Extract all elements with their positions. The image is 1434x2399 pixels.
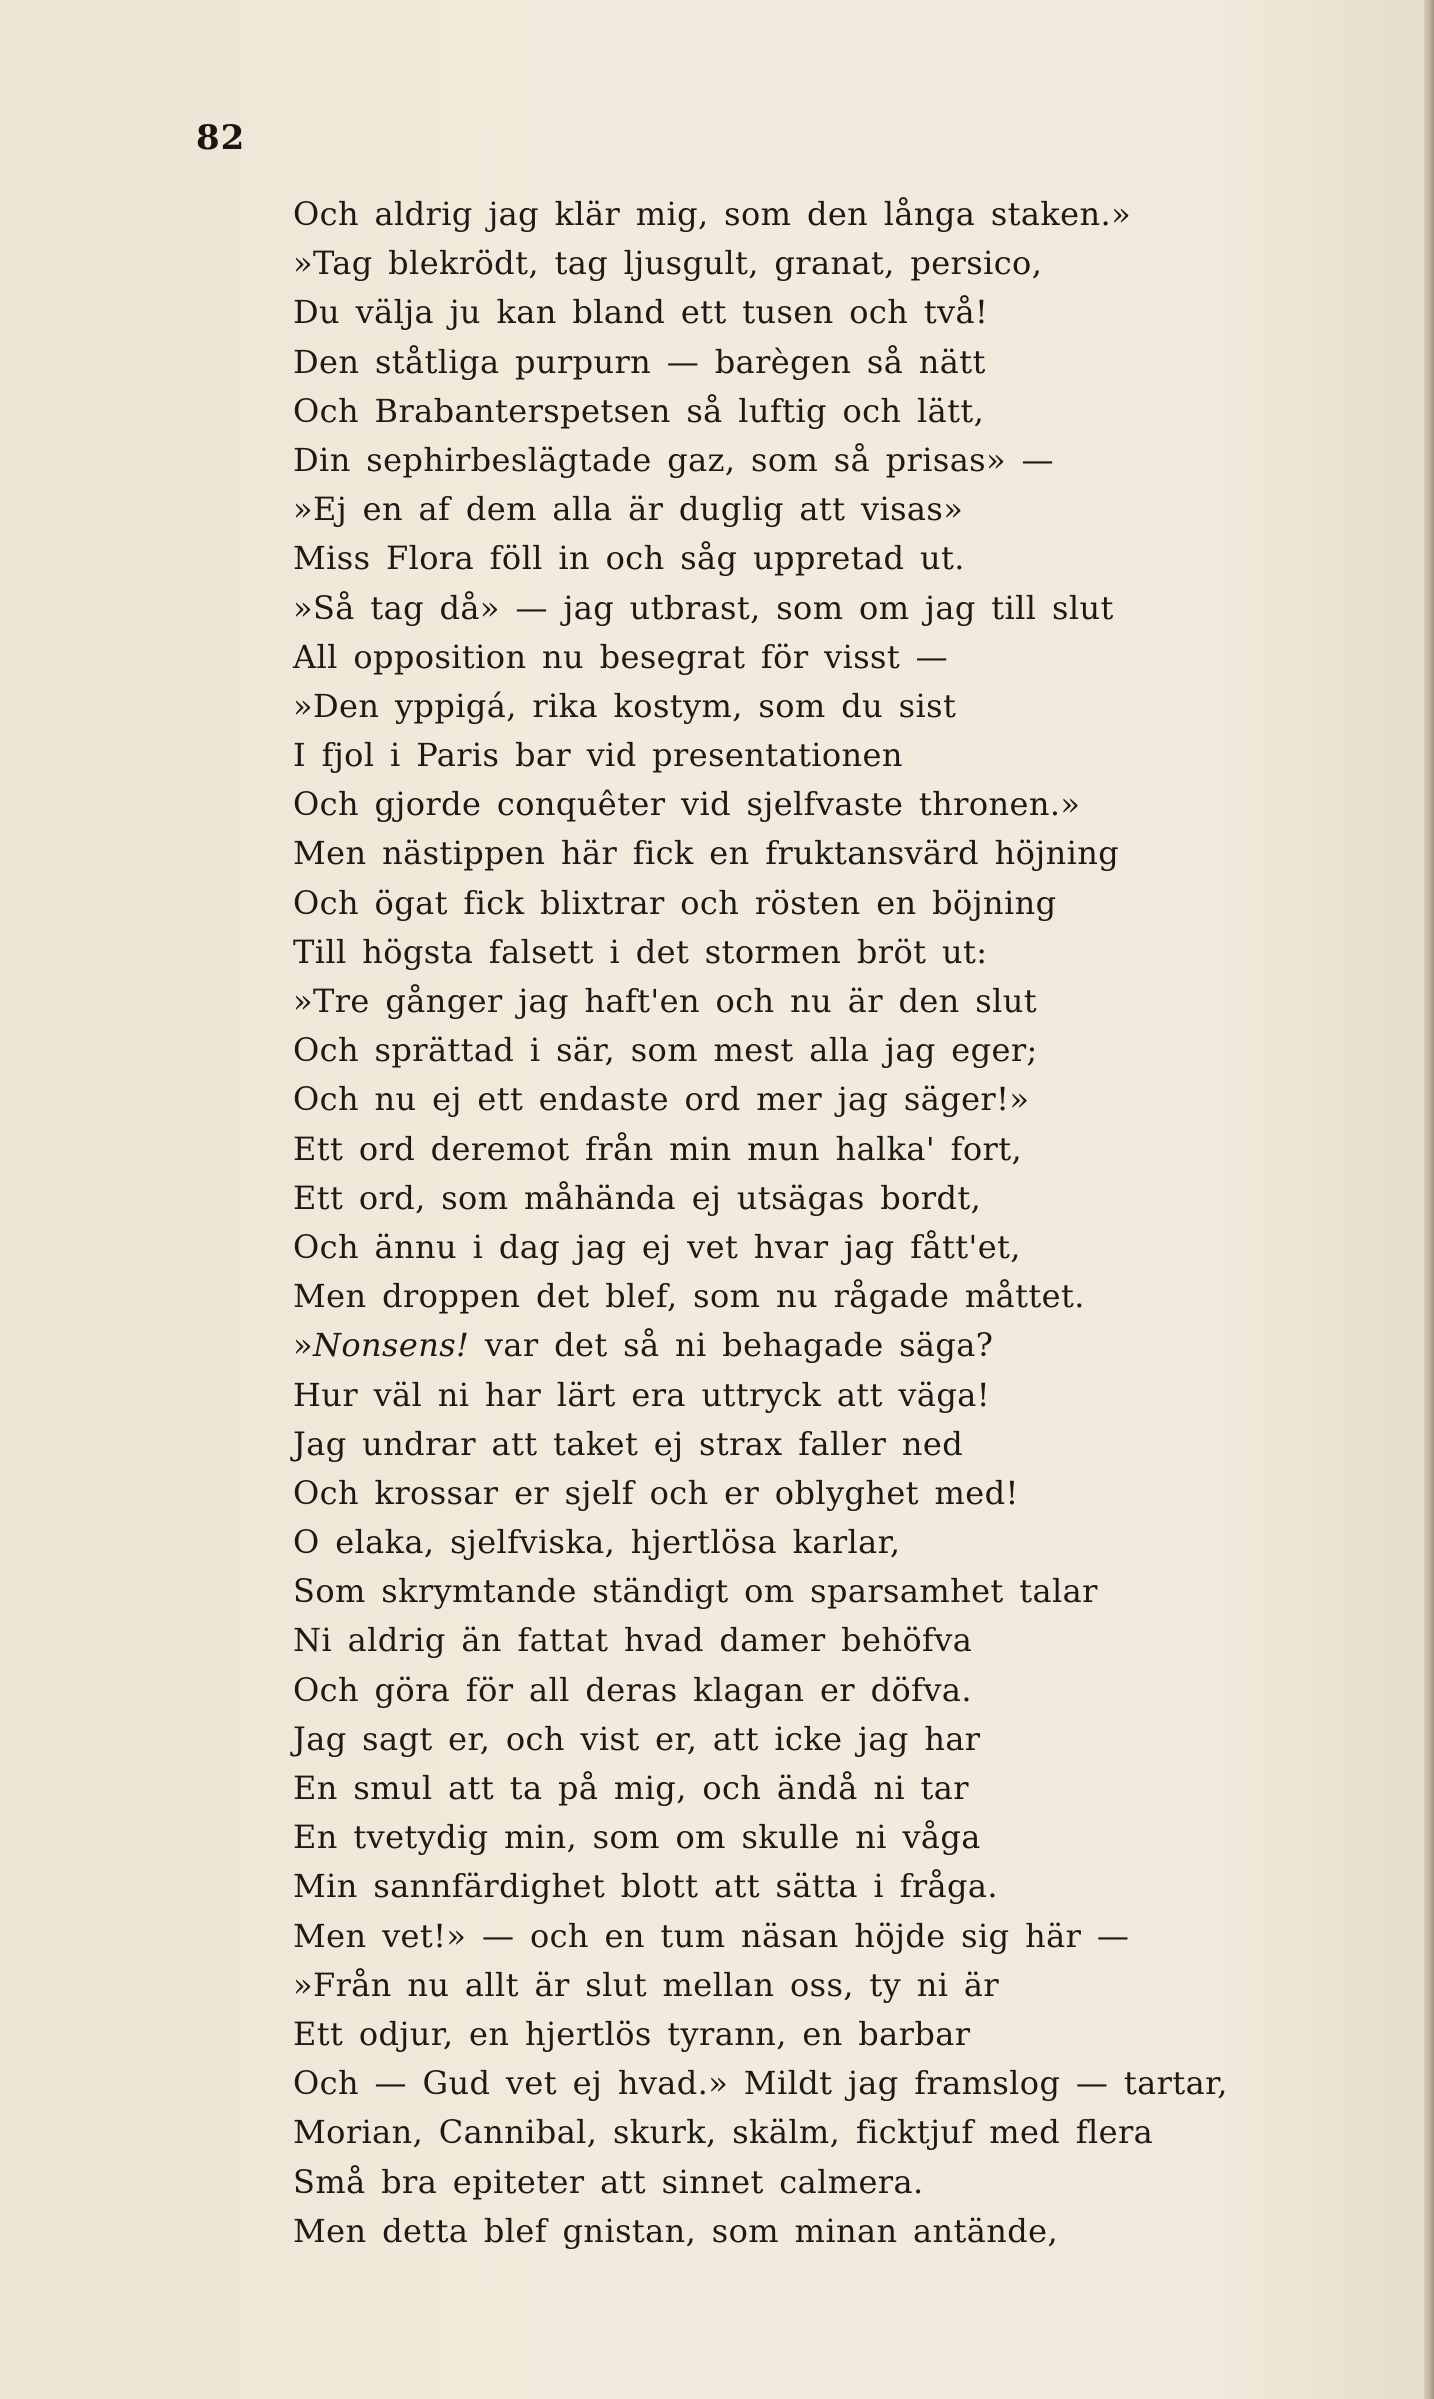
poem-line: Och gjorde conquêter vid sjelfvaste thronen.» [293,785,1081,824]
poem-line: Och nu ej ett endaste ord mer jag säger!» [293,1080,1030,1119]
poem-line: Men droppen det blef, som nu rågade måttet. [293,1277,1085,1316]
poem-line: Och krossar er sjelf och er oblyghet med! [293,1473,1019,1512]
poem-line: Men vet!» — och en tum näsan höjde sig här — [293,1916,1130,1955]
poem-line: Och göra för all deras klagan er döfva. [293,1670,972,1709]
poem-line: Din sephirbeslägtade gaz, som så prisas» — [293,440,1054,479]
poem-line: Men nästippen här fick en fruktansvärd höjning [293,834,1120,873]
page-edge [1424,0,1434,2399]
poem-line: I fjol i Paris bar vid presentationen [293,736,903,775]
poem-line: Och ögat fick blixtrar och rösten en böjning [293,883,1057,922]
poem-line: Jag undrar att taket ej strax faller ned [293,1424,964,1463]
page-number: 82 [196,118,246,158]
poem-line: »Så tag då» — jag utbrast, som om jag till slut [293,588,1114,627]
poem-line: Miss Flora föll in och såg uppretad ut. [293,539,965,578]
poem-line: »Ej en af dem alla är duglig att visas» [293,490,964,529]
poem-line: Och ännu i dag jag ej vet hvar jag fått'et, [293,1227,1021,1266]
poem-line: Ett ord deremot från min mun halka' fort, [293,1129,1023,1168]
poem-line: O elaka, sjelfviska, hjertlösa karlar, [293,1523,901,1562]
poem-line: »Nonsens! var det så ni behagade säga? [293,1326,994,1365]
poem-line: »Tag blekrödt, tag ljusgult, granat, persico, [293,244,1043,283]
poem-line: Du välja ju kan bland ett tusen och två! [293,293,989,332]
poem-line: »Från nu allt är slut mellan oss, ty ni är [293,1965,1000,2004]
poem-line: Min sannfärdighet blott att sätta i fråga. [293,1867,998,1906]
poem-line: En smul att ta på mig, och ändå ni tar [293,1769,969,1807]
poem-line: Ett odjur, en hjertlös tyrann, en barbar [293,2014,971,2053]
italic-word: Nonsens! [312,1326,470,1365]
poem-line: Och Brabanterspetsen så luftig och lätt, [293,391,985,430]
poem-line: Till högsta falsett i det stormen bröt ut: [293,932,988,971]
poem-line: Och — Gud vet ej hvad.» Mildt jag framslog — tartar, [293,2064,1228,2103]
poem-line: Små bra epiteter att sinnet calmera. [293,2162,924,2201]
poem-line: Som skrymtande ständigt om sparsamhet talar [293,1572,1098,1611]
poem-line: Ett ord, som måhända ej utsägas bordt, [293,1178,982,1217]
poem-line: Och aldrig jag klär mig, som den långa staken.» [293,195,1132,233]
poem-line: Hur väl ni har lärt era uttryck att väga! [293,1375,990,1414]
poem-line: »Den yppigá, rika kostym, som du sist [293,686,957,725]
poem-line: All opposition nu besegrat för visst — [293,637,949,676]
poem-line: Men detta blef gnistan, som minan antände, [293,2211,1059,2250]
poem-line: En tvetydig min, som om skulle ni våga [293,1818,981,1857]
poem-line: Och sprättad i sär, som mest alla jag eger; [293,1031,1038,1070]
poem-line: Jag sagt er, och vist er, att icke jag har [293,1719,981,1758]
poem-line: Den ståtliga purpurn — barègen så nätt [293,342,986,381]
poem-line: Ni aldrig än fattat hvad damer behöfva [293,1621,973,1660]
poem-line: »Tre gånger jag haft'en och nu är den slut [293,982,1037,1020]
poem-text [293,190,1393,2256]
poem-line: Morian, Cannibal, skurk, skälm, ficktjuf med flera [293,2113,1154,2152]
